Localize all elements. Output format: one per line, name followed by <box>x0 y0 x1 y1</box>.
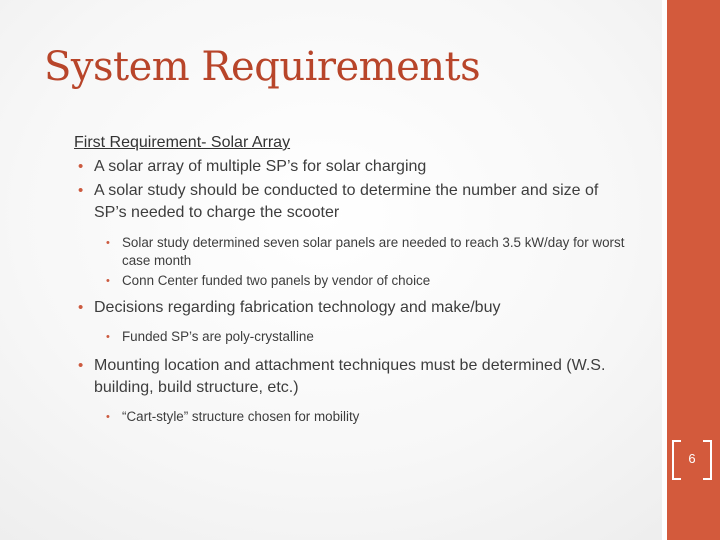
slide-body <box>74 133 634 426</box>
sub-bullet-icon: • <box>106 275 110 287</box>
bullet-icon: • <box>78 158 84 175</box>
sub-bullet-icon: • <box>106 331 110 343</box>
bullet-text: Decisions regarding fabrication technology and make/buy <box>94 299 501 316</box>
sub-bullet-text: Solar study determined seven solar panels are needed to reach 3.5 kW/day for worst case month <box>122 235 625 268</box>
sub-bullet-icon: • <box>106 411 110 423</box>
sub-bullet-icon: • <box>106 237 110 249</box>
slide-title: System Requirements <box>44 44 481 90</box>
sub-bullet-text: Funded SP’s are poly-crystalline <box>122 329 314 344</box>
bullet-text: Mounting location and attachment techniques must be determined (W.S. building, build structure, etc.) <box>94 357 606 396</box>
page-number: 6 <box>688 451 696 466</box>
sub-bullet-item <box>74 272 634 290</box>
page-number-badge <box>672 440 712 478</box>
sub-bullet-item <box>74 408 634 426</box>
sub-bullet-text: “Cart-style” structure chosen for mobility <box>122 409 360 424</box>
bullet-item <box>74 180 634 224</box>
sub-bullet-item <box>74 328 634 346</box>
bullet-icon: • <box>78 299 84 316</box>
bullet-text: A solar study should be conducted to determine the number and size of SP’s needed to charge the scooter <box>94 182 599 221</box>
sub-bullet-text: Conn Center funded two panels by vendor of choice <box>122 273 431 288</box>
sub-bullet-item <box>74 234 634 270</box>
bullet-item <box>74 156 634 178</box>
bullet-icon: • <box>78 357 84 374</box>
requirement-heading: First Requirement- Solar Array <box>74 134 291 151</box>
bullet-icon: • <box>78 182 84 199</box>
bullet-item <box>74 297 634 319</box>
bullet-item <box>74 355 634 399</box>
bullet-text: A solar array of multiple SP’s for solar charging <box>94 158 427 175</box>
